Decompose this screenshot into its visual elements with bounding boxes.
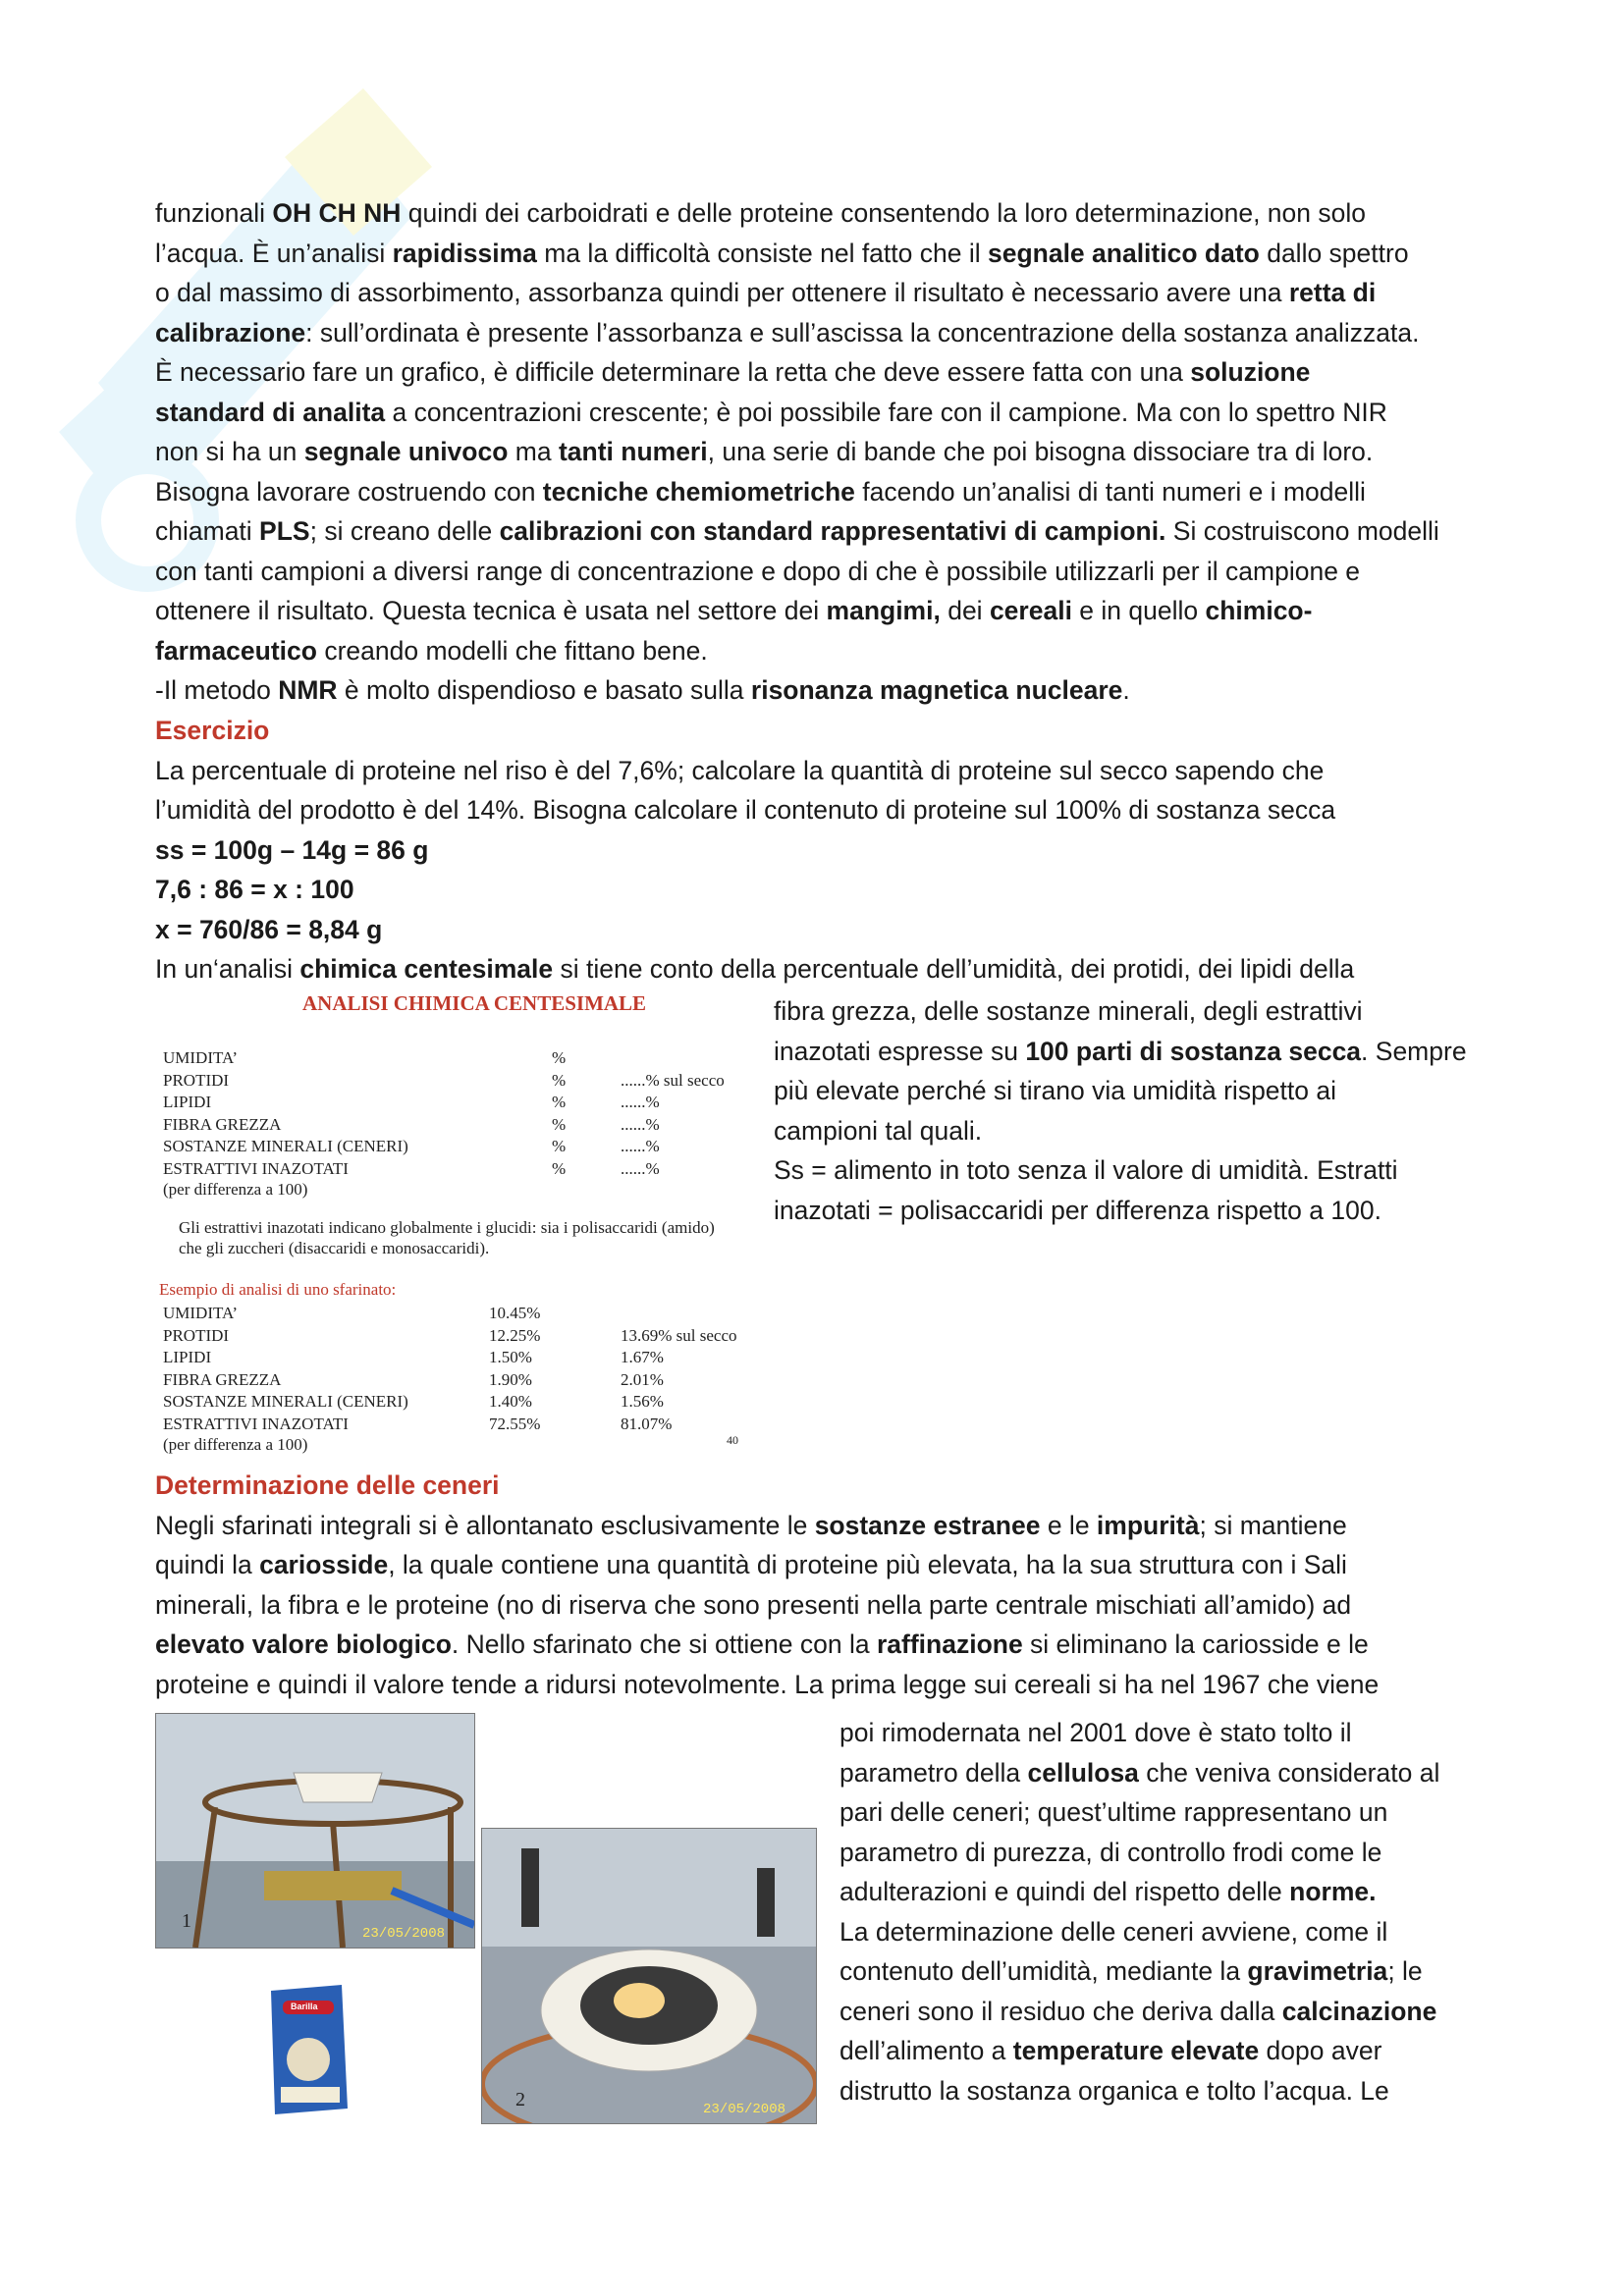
table-cell: 13.69% sul secco [621, 1325, 737, 1345]
bold-text: calibrazione [155, 317, 306, 347]
text-run: ceneri sono il residuo che deriva dalla [839, 1996, 1282, 2026]
text-run: . Nello sfarinato che si ottiene con la [451, 1629, 877, 1659]
text-run: . Sempre [1361, 1036, 1467, 1066]
text-run: non si ha un [155, 437, 304, 466]
text-run: fibra grezza, delle sostanze minerali, degli estrattivi [774, 996, 1363, 1026]
text-run: e le [1040, 1510, 1097, 1540]
table-cell: LIPIDI [163, 1348, 212, 1366]
exercise-line: La percentuale di proteine nel riso è del 7,6%; calcolare la quantità di proteine sul secco sapendo che [155, 755, 1325, 785]
text-run: si eliminano la cariosside e le [1022, 1629, 1369, 1659]
table-cell: 1.40% [489, 1392, 532, 1411]
text-run: -Il metodo [155, 675, 279, 705]
text-line [839, 2031, 1490, 2071]
table-row [159, 1048, 748, 1070]
photo-calcination-crucible [481, 1828, 817, 2124]
bold-text: 100 parti di sostanza secca [1025, 1036, 1362, 1066]
text-run: Ss = alimento in toto senza il valore di umidità. Estratti [774, 1155, 1398, 1185]
intro-paragraph [155, 193, 1490, 711]
text-line [155, 273, 1490, 313]
text-run: È necessario fare un grafico, è difficile determinare la retta che deve essere fatta con una [155, 357, 1191, 387]
text-run: creando modelli che fittano bene. [316, 635, 708, 666]
text-run: ; si mantiene [1199, 1510, 1347, 1540]
bold-text: cellulosa [1027, 1757, 1139, 1788]
text-line [155, 352, 1490, 393]
text-run: ; le [1387, 1956, 1423, 1986]
bold-text: gravimetria [1247, 1956, 1388, 1986]
table-cell: ......% [621, 1093, 660, 1111]
text-line [774, 1191, 1490, 1231]
text-run: inazotati = polisaccaridi per differenza rispetto a 100. [774, 1195, 1381, 1225]
text-run: più elevate perché si tirano via umidità rispetto ai [774, 1076, 1336, 1105]
bold-text: raffinazione [876, 1629, 1023, 1659]
text-run: , la quale contiene una quantità di proteine più elevata, ha la sua struttura con i Sali [388, 1550, 1347, 1579]
photo2-date: 23/05/2008 [703, 2102, 786, 2117]
table-cell: FIBRA GREZZA [163, 1114, 282, 1134]
text-line [155, 234, 1490, 274]
table-cell: UMIDITA’ [163, 1304, 239, 1322]
table-row [159, 1115, 748, 1137]
bold-text: chimica centesimale [299, 954, 554, 984]
table-cell: 81.07% [621, 1414, 673, 1433]
text-run: e in quello [1071, 596, 1206, 625]
table-cell: ......% [621, 1137, 660, 1155]
text-run: dei [940, 596, 990, 625]
text-run: Si costruiscono modelli [1165, 516, 1439, 546]
text-run: inazotati espresse su [774, 1036, 1026, 1066]
bold-text: calcinazione [1281, 1996, 1437, 2026]
text-line [839, 1912, 1490, 1952]
text-run: facendo un’analisi di tanti numeri e i modelli [854, 476, 1366, 507]
text-run: ; si creano delle [309, 516, 500, 546]
text-line [774, 1071, 1490, 1111]
bold-text: norme. [1289, 1877, 1377, 1906]
calc-line: x = 760/86 = 8,84 g [155, 914, 383, 944]
text-run: minerali, la fibra e le proteine (no di riserva che sono presenti nella parte centrale mischiati all’amido) ad [155, 1589, 1352, 1620]
text-line [839, 1833, 1490, 1873]
text-line [774, 1111, 1490, 1151]
table-cell: 1.56% [621, 1392, 664, 1411]
text-run: contenuto dell’umidità, mediante la [839, 1956, 1248, 1986]
text-run: Negli sfarinati integrali si è allontanato esclusivamente le [155, 1510, 815, 1540]
bold-text: mangimi, [826, 596, 941, 625]
text-line [839, 1792, 1490, 1833]
bold-text: soluzione [1190, 357, 1311, 387]
table-row [159, 1392, 748, 1414]
bold-text: tanti numeri [558, 437, 708, 466]
text-line [774, 991, 1490, 1032]
table-cell: 1.90% [489, 1369, 532, 1389]
text-run: poi rimodernata nel 2001 dove è stato tolto il [839, 1718, 1352, 1747]
bold-text: cereali [989, 596, 1072, 625]
text-line [155, 1506, 1490, 1546]
text-run: a concentrazioni crescente; è poi possibile fare con il campione. Ma con lo spettro NIR [385, 397, 1387, 427]
table-cell: SOSTANZE MINERALI (CENERI) [163, 1137, 408, 1155]
text-run: adulterazioni e quindi del rispetto delle [839, 1877, 1290, 1906]
text-line [155, 472, 1490, 512]
table-cell: ......% [621, 1158, 660, 1178]
text-run: pari delle ceneri; quest’ultime rappresentano un [839, 1797, 1388, 1827]
bold-text: PLS [259, 516, 310, 546]
table-cell: ESTRATTIVI INAZOTATI [163, 1158, 349, 1178]
package-brand: Barilla [291, 2002, 318, 2011]
text-line [155, 432, 1490, 472]
ceneri-heading: Determinazione delle ceneri [155, 1470, 500, 1500]
text-run: parametro di purezza, di controllo frodi come le [839, 1837, 1382, 1867]
bold-text: retta di [1288, 278, 1377, 307]
table-cell: ......% [621, 1114, 660, 1134]
right-column-text-1 [774, 991, 1490, 1230]
table-cell: SOSTANZE MINERALI (CENERI) [163, 1392, 408, 1411]
text-run: quindi la [155, 1550, 260, 1579]
text-run: dallo spettro [1259, 238, 1409, 268]
text-line [155, 1665, 1490, 1705]
bold-text: impurità [1096, 1510, 1200, 1540]
table-row [159, 1304, 748, 1325]
bold-text: segnale analitico dato [987, 238, 1260, 268]
calc-line: 7,6 : 86 = x : 100 [155, 875, 354, 904]
text-run: si tiene conto della percentuale dell’umidità, dei protidi, dei lipidi della [553, 954, 1355, 984]
example-note: (per differenza a 100) [163, 1435, 308, 1454]
table-row [159, 1071, 748, 1093]
text-run: distrutto la sostanza organica e tolto l’acqua. Le [839, 2075, 1389, 2106]
table-row [159, 1137, 748, 1158]
bold-text: calibrazioni con standard rappresentativi di campioni. [499, 516, 1166, 546]
text-line [839, 1753, 1490, 1793]
text-line [155, 1545, 1490, 1585]
bold-text: sostanze estranee [814, 1510, 1041, 1540]
text-run: quindi dei carboidrati e delle proteine consentendo la loro determinazione, non solo [401, 198, 1366, 228]
bold-text: standard di analita [155, 397, 386, 427]
table-cell: UMIDITA’ [163, 1048, 239, 1067]
analysis-table-image [155, 991, 754, 1453]
analysis-table-title: ANALISI CHIMICA CENTESIMALE [302, 991, 647, 1015]
text-line [839, 1951, 1490, 1992]
text-run: l’acqua. È un’analisi [155, 238, 393, 268]
text-run: proteine e quindi il valore tende a ridursi notevolmente. La prima legge sui cereali si ha nel 1967 che viene [155, 1669, 1380, 1699]
table-cell: FIBRA GREZZA [163, 1369, 282, 1389]
text-run: La determinazione delle ceneri avviene, come il [839, 1916, 1388, 1947]
photo-burner-tripod [155, 1713, 475, 1949]
rows-note: (per differenza a 100) [163, 1180, 308, 1199]
text-line [839, 1713, 1490, 1753]
bold-text: tecniche chemiometriche [542, 476, 855, 507]
table-cell: % [552, 1048, 567, 1067]
text-run: ma la difficoltà consiste nel fatto che il [536, 238, 988, 268]
flour-package-image [263, 1981, 353, 2118]
right-column-text-2 [839, 1713, 1490, 2110]
text-line [839, 1872, 1490, 1912]
table-row [159, 1370, 748, 1392]
table-cell: % [552, 1093, 567, 1111]
photo2-label: 2 [515, 2089, 525, 2110]
table-cell: 72.55% [489, 1414, 541, 1433]
text-run: parametro della [839, 1757, 1028, 1788]
photo1-date: 23/05/2008 [362, 1926, 446, 1942]
text-run: campioni tal quali. [774, 1115, 983, 1146]
text-run: , una serie di bande che poi bisogna dissociare tra di loro. [707, 437, 1374, 466]
example-title: Esempio di analisi di uno sfarinato: [159, 1280, 397, 1299]
text-run: chiamati [155, 516, 260, 546]
text-run: Bisogna lavorare costruendo con [155, 476, 543, 507]
text-run: è molto dispendioso e basato sulla [337, 675, 751, 705]
bold-text: rapidissima [392, 238, 537, 268]
table-cell: ......% sul secco [621, 1070, 725, 1090]
bold-text: OH CH NH [272, 198, 402, 228]
table-cell: LIPIDI [163, 1093, 212, 1111]
text-run: funzionali [155, 198, 273, 228]
text-run: dopo aver [1259, 2036, 1382, 2065]
text-run: che veniva considerato al [1138, 1757, 1440, 1788]
text-line [839, 1992, 1490, 2032]
bold-text: elevato valore biologico [155, 1629, 452, 1659]
bold-text: risonanza magnetica nucleare [750, 675, 1123, 705]
table-cell: 12.25% [489, 1325, 541, 1345]
table-cell: % [552, 1114, 567, 1134]
text-run: dell’alimento a [839, 2036, 1013, 2065]
text-line [155, 393, 1490, 433]
table-row [159, 1348, 748, 1369]
table-row [159, 1326, 748, 1348]
table-cell: PROTIDI [163, 1070, 230, 1090]
table-cell: 2.01% [621, 1369, 664, 1389]
text-run: con tanti campioni a diversi range di concentrazione e dopo di che è possibile utilizzarli per il campione e [155, 556, 1361, 586]
table-cell: 10.45% [489, 1304, 541, 1322]
text-line [155, 631, 1490, 671]
text-line [155, 670, 1490, 711]
calc-line: ss = 100g – 14g = 86 g [155, 834, 429, 865]
bold-text: farmaceutico [155, 635, 317, 666]
table-note: Gli estrattivi inazotati indicano globalmente i glucidi: sia i polisaccaridi (amido) che gli zuccheri (disaccaridi e monosaccaridi). [179, 1218, 715, 1257]
text-run: : sull’ordinata è presente l’assorbanza e sull’ascissa la concentrazione della sostanza analizzata. [305, 317, 1420, 347]
text-line [155, 1585, 1490, 1626]
exercise-line: l’umidità del prodotto è del 14%. Bisogna calcolare il contenuto di proteine sul 100% di sostanza secca [155, 795, 1336, 825]
photo1-label: 1 [182, 1910, 191, 1932]
table-cell: 1.50% [489, 1348, 532, 1366]
text-line [155, 591, 1490, 631]
table-cell: 1.67% [621, 1348, 664, 1366]
text-run: . [1122, 675, 1130, 705]
text-line [155, 193, 1490, 234]
text-run: o dal massimo di assorbimento, assorbanza quindi per ottenere il risultato è necessario avere una [155, 278, 1289, 307]
bold-text: NMR [278, 675, 338, 705]
bold-text: temperature elevate [1012, 2036, 1260, 2065]
bold-text: segnale univoco [303, 437, 509, 466]
table-cell: ESTRATTIVI INAZOTATI [163, 1414, 349, 1433]
text-line [774, 1150, 1490, 1191]
text-line [774, 1032, 1490, 1072]
text-run: In un‘analisi [155, 954, 300, 984]
text-run: ma [508, 437, 559, 466]
ceneri-section [155, 1466, 1490, 1704]
slide-number: 40 [727, 1433, 738, 1447]
table-cell: % [552, 1158, 567, 1178]
text-run: ottenere il risultato. Questa tecnica è usata nel settore dei [155, 596, 827, 625]
text-line [839, 2071, 1490, 2111]
exercise-section [155, 711, 1490, 989]
table-row [159, 1093, 748, 1114]
exercise-heading: Esercizio [155, 716, 270, 745]
table-cell: PROTIDI [163, 1325, 230, 1345]
text-line [155, 511, 1490, 552]
text-line [155, 552, 1490, 592]
text-line [155, 1625, 1490, 1665]
table-cell: % [552, 1070, 567, 1090]
table-cell: % [552, 1137, 567, 1155]
centesimale-line [155, 949, 1490, 989]
bold-text: chimico- [1205, 596, 1313, 625]
table-row [159, 1159, 748, 1181]
bold-text: cariosside [259, 1550, 389, 1579]
text-line [155, 313, 1490, 353]
